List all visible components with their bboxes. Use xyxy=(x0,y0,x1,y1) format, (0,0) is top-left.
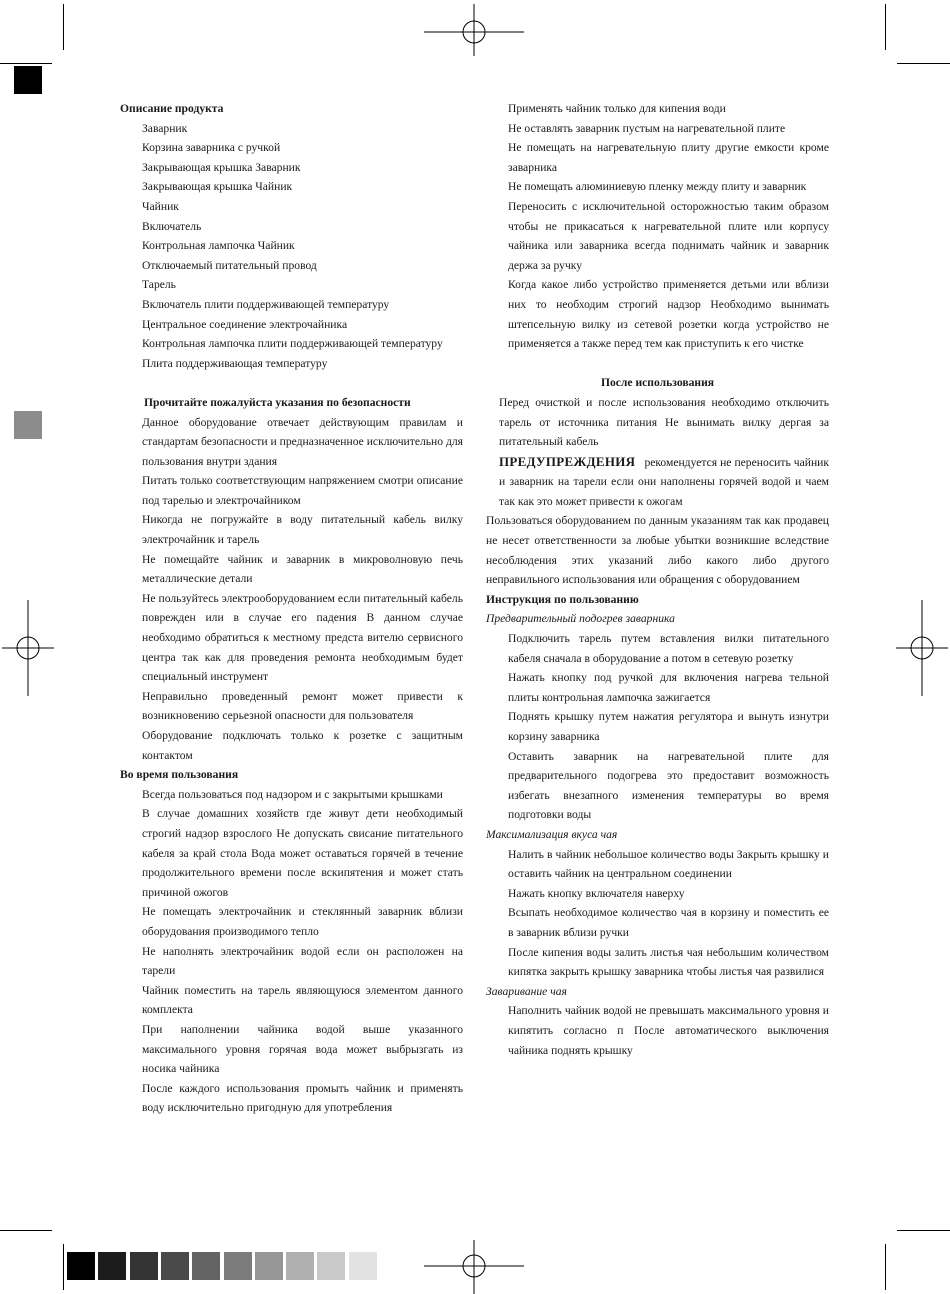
product-item: Контрольная лампочка Чайник xyxy=(142,239,295,253)
safety-item: Не пользуйтесь электрооборудованием если питательный кабель поврежден или в случае его падения В данном случае необходимо обратиться к местному предста вителю сервисного центра так как для проведения ремонта необходимым будет специальный инструмент xyxy=(142,591,463,684)
liability-text: Пользоваться оборудованием по данным указаниям так как продавец не несет ответственности за любые убытки возникшие вследствие несоблюдения этих указаний либо какого либо другого неправильного использования или обращения с оборудованием xyxy=(486,514,829,587)
gray-swatch xyxy=(349,1252,377,1280)
registration-mark-top xyxy=(424,4,524,56)
usage-warnings-list xyxy=(486,99,829,354)
usage-item: Когда какое либо устройство применяется детьми или вблизи них то необходим строгий надзор Необходимо вынимать штепсельную вилку из сетевой розетки когда устройство не применяется а также перед тем как приступить к его чистке xyxy=(508,278,829,351)
product-item: Заварник xyxy=(142,121,188,135)
preheat-step: Оставить заварник на нагревательной плите для предварительного подогрева это предоставит возможность избегать внезапного изменения температуры во время подготовки воды xyxy=(508,749,829,822)
preheat-step: Нажать кнопку под ручкой для включения нагрева тельной плиты контрольная лампочка зажигается xyxy=(508,671,829,704)
taste-step: Налить в чайник небольшое количество воды Закрыть крышку и оставить чайник на центральном соединении xyxy=(508,847,829,881)
heading-product-description: Описание продукта xyxy=(120,102,224,115)
heading-safety: Прочитайте пожалуйста указания по безопасности xyxy=(144,395,411,409)
safety-item: Оборудование подключать только к розетке с защитным контактом xyxy=(142,729,463,762)
brewing-step: Наполнить чайник водой не превышать максимального уровня и кипятить согласно п После автоматического выключения чайника поднять крышку xyxy=(508,1004,829,1057)
product-item: Центральное соединение электрочайника xyxy=(142,317,348,331)
safety-instructions-list xyxy=(120,413,463,766)
during-use-item: При наполнении чайника водой выше указанного максимального уровня горячая вода может выбрызгать из носика чайника xyxy=(142,1022,463,1076)
product-item: Контрольная лампочка плити поддерживающей температуру xyxy=(142,337,443,351)
heading-instructions: Инструкция по пользованию xyxy=(486,592,639,606)
product-item: Включатель xyxy=(142,219,202,233)
crop-mark-top-left xyxy=(63,4,64,50)
gray-swatch xyxy=(224,1252,252,1280)
registration-mark-left xyxy=(2,600,54,696)
crop-mark-top-right-h xyxy=(897,63,950,64)
registration-mark-right xyxy=(896,600,948,696)
usage-item: Применять чайник только для кипения води xyxy=(508,102,726,115)
crop-mark-bottom-right-h xyxy=(897,1230,950,1231)
left-column xyxy=(120,99,463,1118)
gray-swatch xyxy=(317,1252,345,1280)
taste-step: Нажать кнопку включателя наверху xyxy=(508,886,685,900)
safety-item: Неправильно проведенный ремонт может привести к возникновению серьезной опасности для пользователя xyxy=(142,689,463,723)
warning-paragraph xyxy=(486,452,829,512)
during-use-item: Не наполнять электрочайник водой если он расположен на тарели xyxy=(142,944,463,978)
product-item: Закрывающая крышка Заварник xyxy=(142,160,301,174)
gray-swatch xyxy=(286,1252,314,1280)
subheading-brewing: Заваривание чая xyxy=(486,984,567,998)
product-item: Закрывающая крышка Чайник xyxy=(142,180,293,194)
usage-item: Не оставлять заварник пустым на нагревательной плите xyxy=(508,121,786,135)
gray-swatch xyxy=(192,1252,220,1280)
safety-item: Не помещайте чайник и заварник в микроволновую печь металлические детали xyxy=(142,552,463,586)
taste-step: Всыпать необходимое количество чая в корзину и поместить ее в заварник вблизи ручки xyxy=(508,906,829,939)
right-column xyxy=(486,99,829,1060)
gray-tab-marker xyxy=(14,411,42,439)
product-item: Корзина заварника с ручкой xyxy=(142,141,281,155)
product-item: Тарель xyxy=(142,278,176,292)
preheat-step: Подключить тарель путем вставления вилки питательного кабеля сначала в оборудование а потом в сетевую розетку xyxy=(508,632,829,665)
preheat-steps-list xyxy=(486,629,829,825)
safety-item: Питать только соответствующим напряжением смотри описание под тарелью и электрочайником xyxy=(142,474,463,507)
preheat-step: Поднять крышку путем нажатия регулятора и вынуть изнутри корзину заварника xyxy=(508,710,829,743)
taste-step: После кипения воды залить листья чая небольшим количеством кипятка закрыть крышку заварника чтобы листья чая развилися xyxy=(508,945,829,979)
safety-item: Никогда не погружайте в воду питательный кабель вилку электрочайник и тарель xyxy=(142,513,463,547)
heading-after-use: После использования xyxy=(600,376,715,390)
during-use-item: Не помещать электрочайник и стеклянный заварник вблизи оборудования производимого тепло xyxy=(142,905,463,938)
crop-mark-top-right xyxy=(885,4,886,50)
product-item: Отключаемый питательный провод xyxy=(142,258,317,272)
product-parts-list xyxy=(120,119,463,374)
taste-steps-list xyxy=(486,845,829,982)
usage-item: Не помещать на нагревательную плиту другие емкости кроме заварника xyxy=(508,141,829,174)
gray-swatch xyxy=(161,1252,189,1280)
subheading-preheat: Предварительный подогрев заварника xyxy=(486,612,675,626)
product-item: Плита поддерживающая температуру xyxy=(142,356,328,370)
crop-mark-bottom-right xyxy=(885,1244,886,1290)
gray-swatch xyxy=(130,1252,158,1280)
after-use-text: Перед очисткой и после использования необходимо отключить тарель от источника питания Не вынимать вилку дергая за питательный кабель xyxy=(499,395,829,449)
subheading-taste: Максимализация вкуса чая xyxy=(486,827,618,841)
during-use-item: После каждого использования промыть чайник и применять воду исключительно пригодную для употребления xyxy=(142,1081,463,1115)
crop-mark-top-left-h xyxy=(0,63,52,64)
heading-during-use: Во время пользования xyxy=(120,768,239,782)
crop-mark-bottom-left-h xyxy=(0,1230,52,1231)
gray-swatch xyxy=(98,1252,126,1280)
during-use-item: Чайник поместить на тарель являющуюся элементом данного комплекта xyxy=(142,983,463,1017)
safety-item: Данное оборудование отвечает действующим правилам и стандартам безопасности и предназначенное исключительно для пользования внутри здания xyxy=(142,415,463,468)
during-use-item: В случае домашних хозяйств где живут дети необходимый строгий надзор взрослого Не допускать свисание питательного кабеля за край стола Вода может оставаться горячей в течение продолжительного времени после вскипятения и может стать причиной ожогов xyxy=(142,807,463,899)
brewing-steps-list xyxy=(486,1001,829,1060)
gray-swatch xyxy=(67,1252,95,1280)
usage-item: Не помещать алюминиевую пленку между плиту и заварник xyxy=(508,180,807,194)
warning-label: ПРЕДУПРЕЖДЕНИЯ xyxy=(499,453,636,469)
registration-mark-bottom xyxy=(424,1240,524,1294)
during-use-item: Всегда пользоваться под надзором и с закрытыми крышками xyxy=(142,787,443,801)
crop-mark-bottom-left xyxy=(63,1244,64,1290)
gray-swatch xyxy=(255,1252,283,1280)
product-item: Чайник xyxy=(142,199,179,213)
during-use-list xyxy=(120,785,463,1118)
product-item: Включатель плити поддерживающей температуру xyxy=(142,297,390,311)
warning-text: рекомендуется не переносить чайник и заварник на тарели если они наполнены горячей водой и чаем так как это может привести к ожогам xyxy=(499,455,829,508)
usage-item: Переносить с исключительной осторожностью таким образом чтобы не прикасаться к нагревательной плите или корпусу чайника или заварника всегда поднимать чайник и заварник держа за ручку xyxy=(508,199,829,272)
black-tab-marker xyxy=(14,66,42,94)
